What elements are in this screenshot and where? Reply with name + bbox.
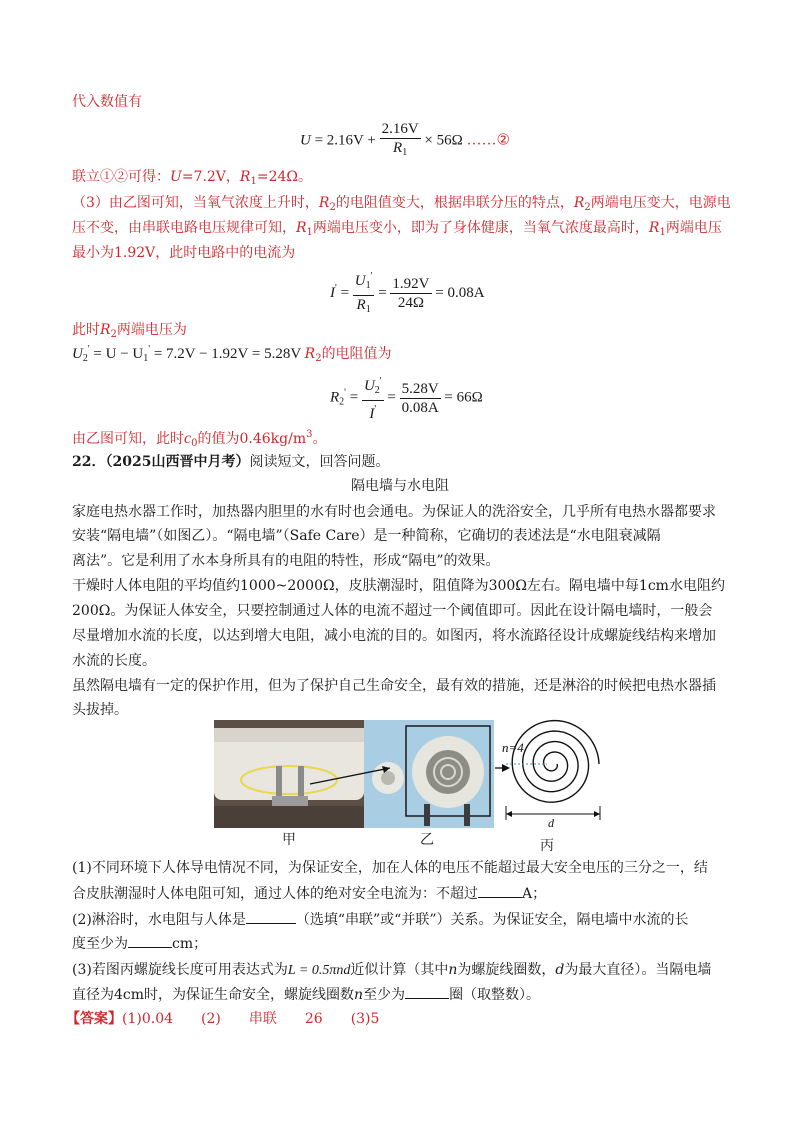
eq4-frac2 [400, 380, 441, 417]
article-line: 水流的长度。 [72, 653, 156, 669]
s5-a: 由乙图可知，此时 [72, 431, 184, 447]
article-line: 尽量增加水流的长度，以达到增大电阻，减小电流的目的。如图丙，将水流路径设计成螺旋线结构来增加 [72, 628, 716, 644]
combine-u: U [170, 169, 182, 185]
eq3-val: = 7.2V − 1.92V = 5.28V [153, 346, 301, 362]
eq1-denominator [380, 139, 421, 162]
q1-line2 [72, 884, 546, 904]
eq2-eq1: = [340, 284, 350, 301]
q1-answer-blank[interactable] [478, 885, 522, 898]
part3-l1-r: R [318, 195, 330, 211]
q3-text-e: 直径为4cm时，为保证生命安全，螺旋线圈数 [72, 987, 355, 1003]
part3-l2-b: 两端电压变小，即为了身体健康，当氧气浓度最高时， [312, 220, 649, 236]
q2-line2 [72, 934, 207, 954]
q2-unit: cm； [172, 936, 208, 952]
r2-voltage-intro [72, 320, 187, 345]
eq4-u-sup: ' [379, 376, 382, 387]
s5-f: 。 [312, 431, 327, 447]
q22-number: 22． [72, 454, 106, 470]
eq4-lhs-sub: 2 [339, 396, 345, 408]
eq1-tail: × 56Ω [424, 132, 463, 149]
part3-line2 [72, 218, 722, 243]
q3-text-f: 至少为 [363, 987, 406, 1003]
eq1-marker: ……② [466, 132, 510, 149]
article-line: 虽然隔电墙有一定的保护作用，但为了保护自己生命安全，最有效的措施，还是淋浴的时候把电热水器插 [72, 678, 716, 694]
combine-u-value: =7.2V， [181, 169, 240, 185]
s5-d: 的值为0.46kg/m [197, 431, 307, 447]
question-22-header [72, 452, 389, 472]
s5-c: c [184, 430, 192, 447]
eq3-rhs-sup: ' [148, 344, 151, 355]
part3-l2-sub2: 1 [659, 227, 666, 238]
article-title: 隔电墙与水电阻 [351, 478, 449, 494]
eq3-lhs-sub: 2 [82, 353, 88, 364]
combine-r-sub: 1 [250, 176, 257, 187]
eq4-frac1-den [362, 401, 384, 423]
part3-line1 [72, 193, 731, 218]
article-line: 头拔掉。 [72, 702, 128, 718]
c0-result [72, 425, 326, 454]
q3-text-d: 为最大直径）。当隔电墙 [564, 962, 712, 978]
q3-text-b: 近似计算（其中 [350, 962, 449, 978]
eq3-tail [305, 346, 392, 362]
q2-text-b: （选填“串联”或“并联”）关系。为保证安全，隔电墙中水流的长 [295, 912, 689, 928]
eq4-eq2: = [387, 389, 396, 406]
s4-d: 两端电压为 [116, 322, 187, 338]
q2-text-c: 度至少为 [72, 936, 128, 952]
eq2-frac1 [353, 268, 375, 319]
eq2-frac2-num: 1.92V [392, 276, 430, 292]
q1-line1: (1)不同环境下人体导电情况不同，为保证安全，加在人体的电压不能超过最大安全电压的三分之一，结 [72, 860, 708, 876]
eq2-lhs: I [330, 284, 335, 301]
q22-instruction: 阅读短文，回答问题。 [249, 454, 390, 470]
answer-2a: 串联 [248, 1011, 277, 1027]
q3-n2: n [354, 987, 364, 1003]
caption-yi: 乙 [420, 832, 434, 848]
eq1-den-r: R [393, 140, 403, 156]
part3-l2-c: 两端电压 [665, 220, 722, 236]
eq1-fraction [380, 120, 421, 162]
equation-4 [330, 373, 483, 423]
caption-jia: 甲 [282, 832, 296, 848]
combine-r-value: =24Ω。 [256, 169, 312, 185]
q3-d: d [555, 962, 565, 978]
s4-r: R [100, 322, 111, 338]
part3-l1-r2: R [573, 195, 585, 211]
eq4-lhs-sup: ' [344, 387, 346, 399]
s5-c-sub: 0 [191, 438, 198, 449]
q3-formula: L = 0.5πnd [287, 963, 351, 978]
equation-1 [300, 120, 510, 162]
eq4-frac1 [362, 373, 384, 423]
eq1-eq: = 2.16V + [314, 132, 376, 149]
eq2-rhs: = 0.08A [435, 284, 485, 301]
part3-l2-r: R [296, 220, 307, 236]
eq3-lhs-sup: ' [87, 344, 90, 355]
eq4-rhs: = 66Ω [444, 389, 483, 406]
answer-2-label: (2) [201, 1011, 221, 1027]
eq4-frac2-den: 0.08A [401, 399, 439, 416]
q2-line1 [72, 910, 688, 930]
q22-source: （2025山西晋中月考） [105, 454, 250, 470]
q3-text-g: 圈（取整数）。 [449, 987, 541, 1003]
eq2-lhs-sup: ' [335, 282, 337, 294]
part3-l2-a: 压不变，由串联电路电压规律可知， [72, 220, 296, 236]
eq4-i: I [369, 406, 375, 422]
article-line: 离法”。它是利用了水本身所具有的电阻的特性，形成“隔电”的效果。 [72, 553, 500, 569]
eq4-eq1: = [349, 389, 359, 406]
equation-3 [72, 343, 392, 364]
part3-l1-sub: 2 [329, 202, 336, 213]
answer-line [66, 1009, 379, 1029]
eq4-frac1-num [362, 373, 384, 401]
d-label: d [548, 816, 554, 830]
eq3-tail-sub: 2 [315, 353, 322, 364]
part3-l1-c: 两端电压变大，电源电 [590, 195, 731, 211]
s5-sup: 3 [306, 429, 313, 440]
eq3-lhs: U [72, 346, 83, 362]
eq2-r: R [356, 297, 366, 313]
q1-text: 合皮肤潮湿时人体电阻可知，通过人体的绝对安全电流为：不超过 [72, 886, 478, 902]
eq1-numerator: 2.16V [381, 121, 419, 137]
spiral-diagram [500, 712, 610, 832]
equation-2 [330, 268, 485, 319]
q3-text-a: (3)若图丙螺旋线长度可用表达式为 [72, 962, 288, 978]
part3-l1-a: （3）由乙图可知，当氧气浓度上升时， [72, 195, 319, 211]
q2-text-a: (2)淋浴时，水电阻与人体是 [72, 912, 246, 928]
q3-line2 [72, 985, 540, 1005]
q3-text-c: 为螺旋线圈数， [457, 962, 556, 978]
eq4-u: U [363, 378, 375, 394]
q3-line1 [72, 960, 711, 981]
eq2-r-sub: 1 [365, 304, 371, 315]
eq2-frac1-den [353, 296, 375, 319]
eq3-tail-text: 的电阻值为 [321, 346, 392, 362]
q2-length-blank[interactable] [128, 935, 172, 948]
spiral-path [512, 721, 599, 803]
part3-line3: 最小为1.92V，此时电路中的电流为 [72, 245, 296, 261]
part3-l2-r2: R [648, 220, 660, 236]
article-line: 安装“隔电墙”（如图乙）。“隔电墙”（Safe Care）是一种简称，它确切的表述法是“水电阻衰减隔 [72, 528, 661, 544]
part3-l1-sub2: 2 [584, 202, 591, 213]
eq3-tail-r: R [304, 346, 316, 362]
eq3-rhs-sub: 1 [143, 353, 149, 364]
eq4-lhs: R [330, 389, 340, 406]
s4-sub: 2 [110, 329, 117, 340]
eq2-frac1-num [353, 268, 375, 296]
answer-2b: 26 [304, 1011, 323, 1027]
eq4-i-sup: ' [374, 404, 377, 415]
q1-unit: A； [522, 886, 547, 902]
intro-substitute: 代入数值有 [72, 94, 142, 110]
caption-bing: 丙 [540, 838, 554, 854]
article-line: 干燥时人体电阻的平均值约1000~2000Ω，皮肤潮湿时，阻值降为300Ω左右。隔电墙中每1cm水电阻约 [72, 578, 725, 594]
n-label: n=4 [502, 740, 524, 755]
eq4-frac2-num: 5.28V [401, 380, 439, 397]
answer-3: (3)5 [350, 1011, 380, 1027]
eq4-u-sub: 2 [374, 385, 380, 396]
part3-l2-sub: 1 [306, 227, 313, 238]
arrow-jia-to-yi [310, 768, 390, 784]
answer-1: (1)0.04 [122, 1011, 174, 1027]
part3-l1-b: 的电阻值变大，根据串联分压的特点， [335, 195, 574, 211]
q3-n: n [448, 962, 458, 978]
s4-a: 此时 [72, 322, 100, 338]
combine-result [72, 167, 312, 192]
eq1-u: U [300, 132, 311, 149]
figure-arrows [290, 728, 510, 808]
answer-label: 【答案】 [66, 1011, 122, 1027]
q2-relation-blank[interactable] [246, 911, 296, 924]
combine-label: 联立①②可得： [72, 169, 170, 185]
article-line: 200Ω。为保证人体安全，只要控制通过人体的电流不超过一个阈值即可。因此在设计隔电墙时，一般会 [72, 603, 713, 619]
article-line: 家庭电热水器工作时，加热器内胆里的水有时也会通电。为保证人的洗浴安全，几乎所有电热水器都要求 [72, 504, 716, 520]
combine-r: R [239, 169, 251, 185]
eq3-rhs: = U − U [93, 346, 144, 362]
eq2-u-sup: ' [370, 271, 373, 282]
eq2-frac2 [390, 275, 431, 312]
eq2-frac2-den: 24Ω [397, 295, 425, 311]
q3-turns-blank[interactable] [405, 986, 449, 999]
eq1-den-sub: 1 [402, 147, 408, 158]
eq2-u: U [354, 273, 366, 289]
eq2-eq2: = [378, 284, 387, 301]
eq2-u-sub: 1 [365, 280, 371, 291]
